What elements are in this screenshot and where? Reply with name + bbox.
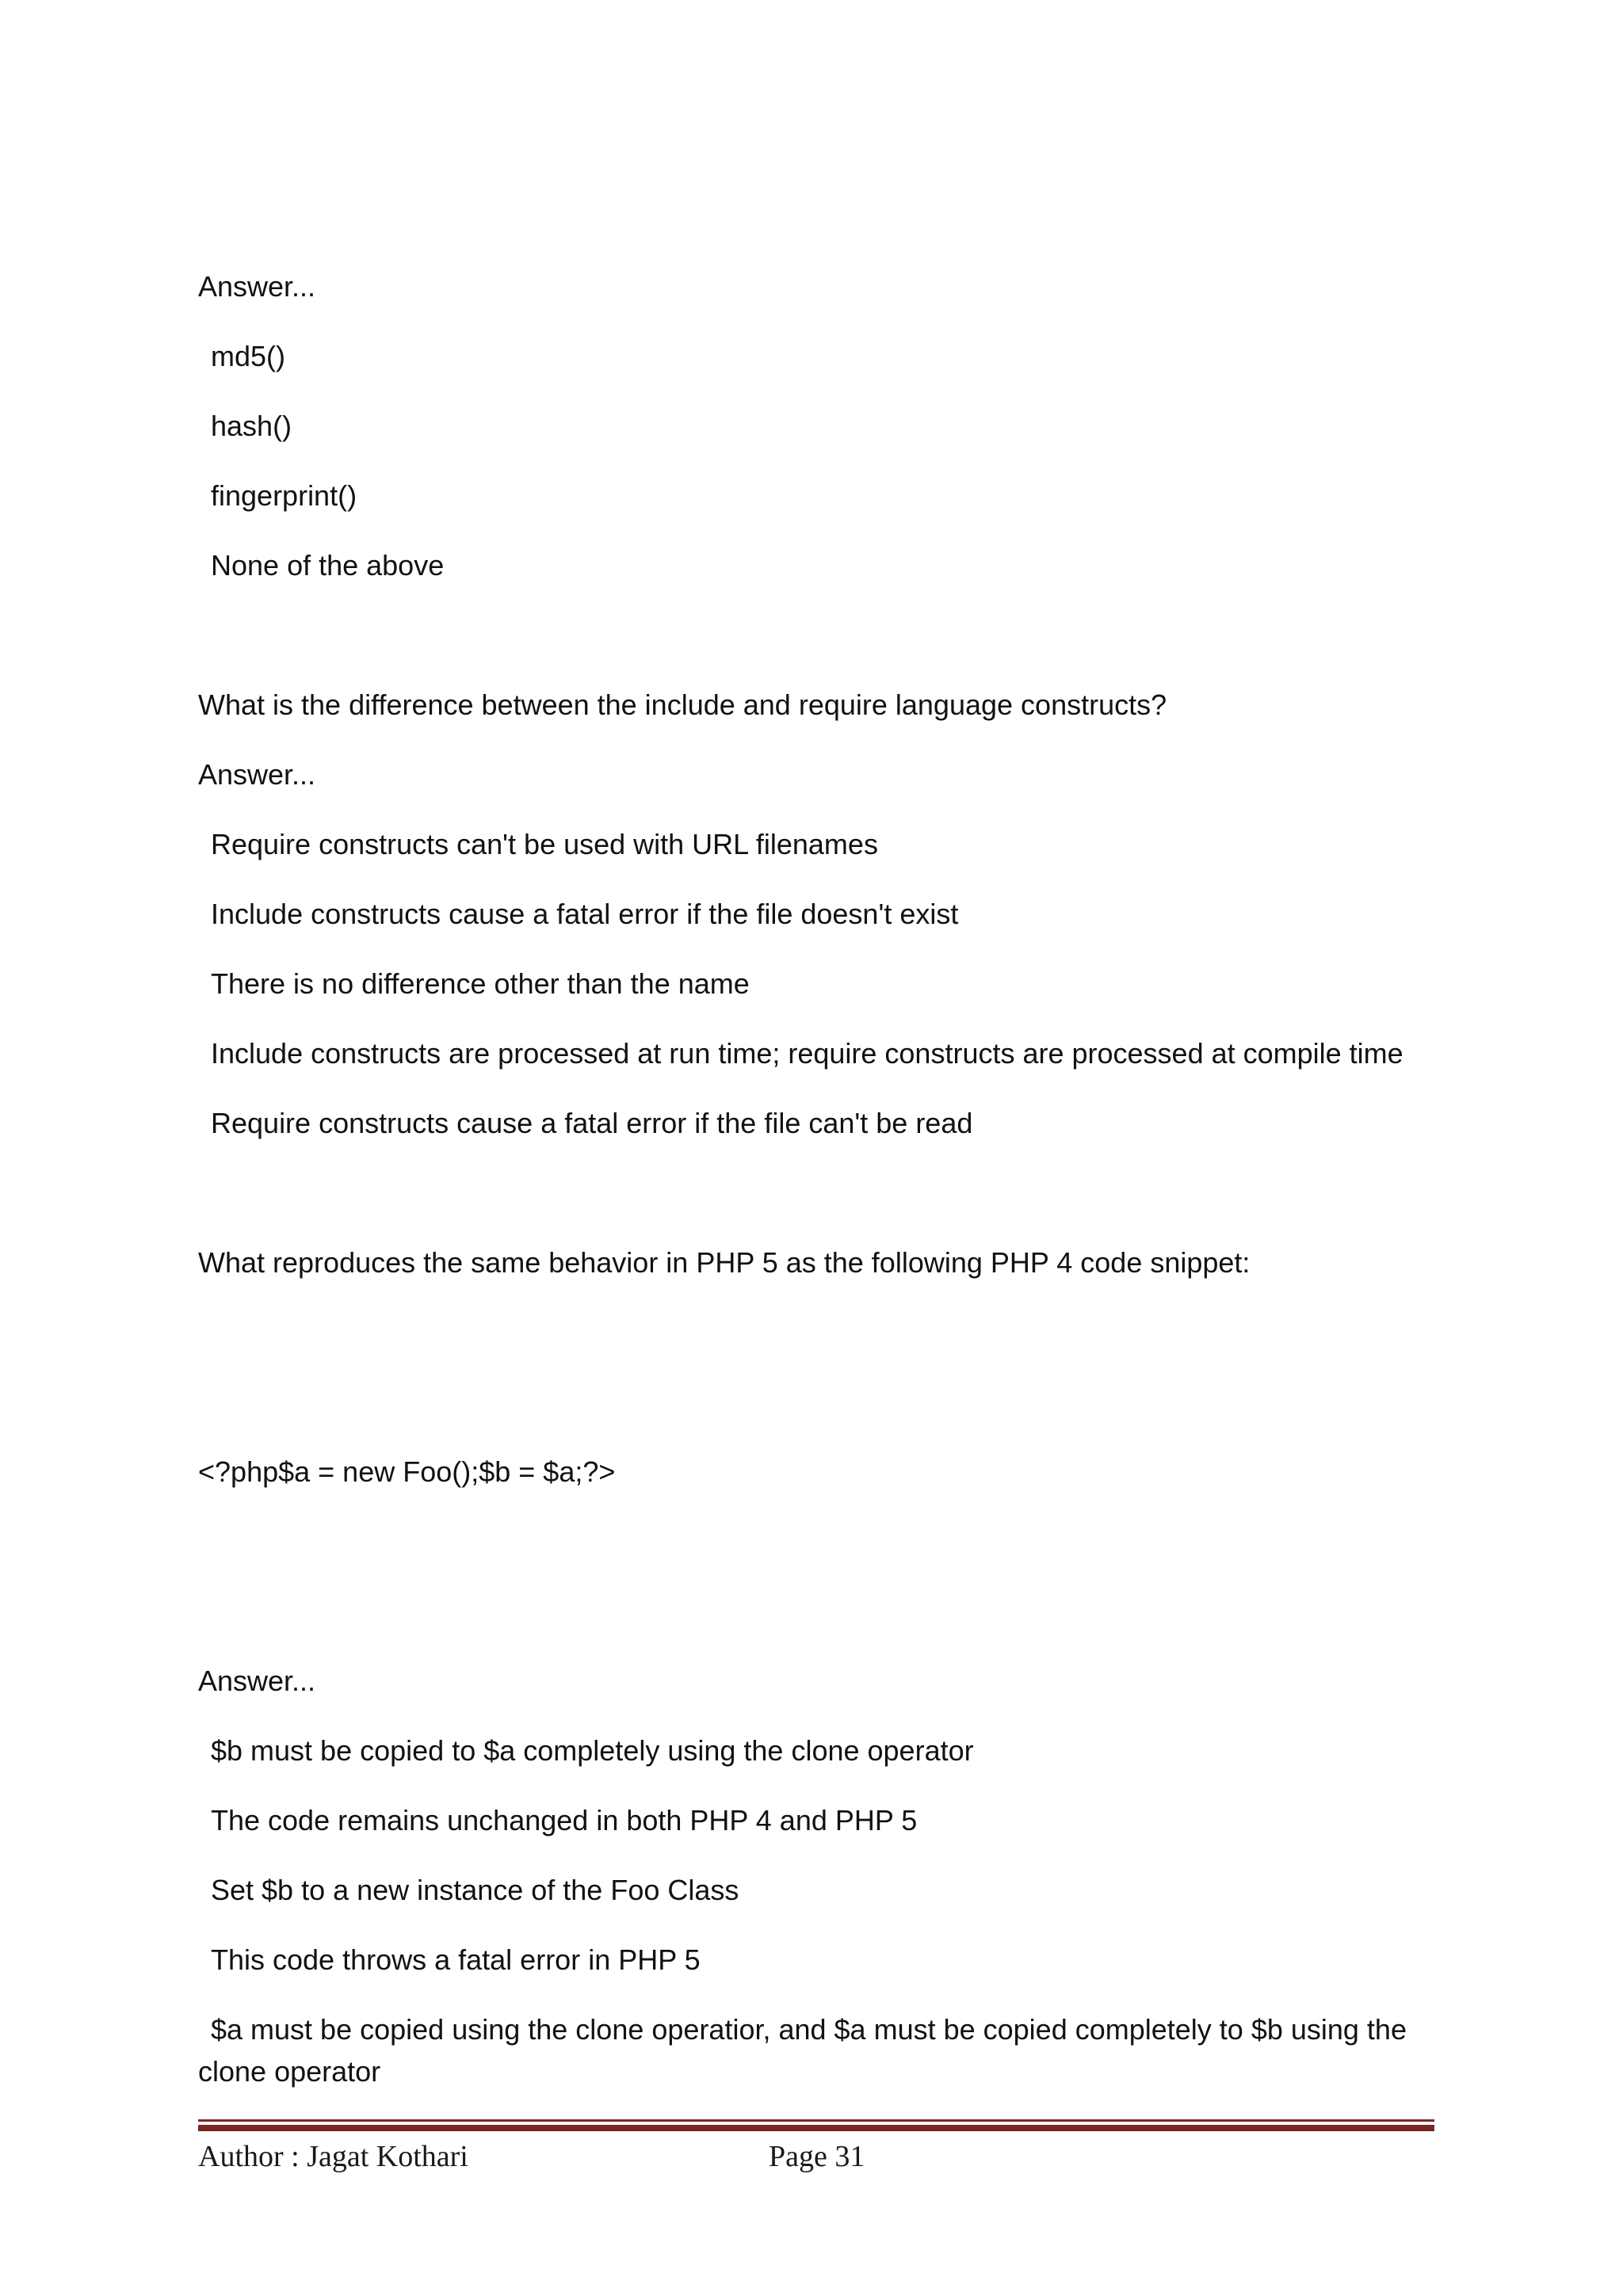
answer-option: fingerprint() (211, 479, 357, 512)
answer-label: Answer... (198, 1665, 316, 1697)
answer-option: This code throws a fatal error in PHP 5 (211, 1943, 701, 1976)
answer-option: Include constructs cause a fatal error if the file doesn't exist (211, 898, 959, 930)
answer-option: There is no difference other than the name (211, 967, 750, 1000)
answer-option: Require constructs cause a fatal error if the file can't be read (211, 1107, 973, 1139)
footer-page-number: Page 31 (769, 2140, 865, 2173)
answer-option: Set $b to a new instance of the Foo Class (211, 1874, 739, 1906)
answer-label: Answer... (198, 758, 316, 791)
answer-option: The code remains unchanged in both PHP 4 and PHP 5 (211, 1804, 918, 1836)
footer-divider (198, 2119, 1434, 2122)
footer-divider (198, 2125, 1434, 2131)
answer-option: Require constructs can't be used with URL filenames (211, 828, 878, 860)
answer-option: None of the above (211, 549, 445, 582)
answer-option: Include constructs are processed at run time; require constructs are processed at compile time (211, 1037, 1403, 1070)
code-snippet: <?php$a = new Foo();$b = $a;?> (198, 1455, 616, 1488)
answer-option: $a must be copied using the clone operatior, and $a must be copied completely to $b using the clone operator (198, 2013, 1407, 2088)
answer-label: Answer... (198, 270, 316, 303)
question-text: What is the difference between the include and require language constructs? (198, 688, 1167, 721)
answer-option: hash() (211, 410, 292, 442)
footer-author: Author : Jagat Kothari (198, 2140, 468, 2173)
answer-option: $b must be copied to $a completely using the clone operator (211, 1734, 974, 1767)
answer-option: md5() (211, 340, 286, 372)
question-text: What reproduces the same behavior in PHP 5 as the following PHP 4 code snippet: (198, 1246, 1251, 1279)
